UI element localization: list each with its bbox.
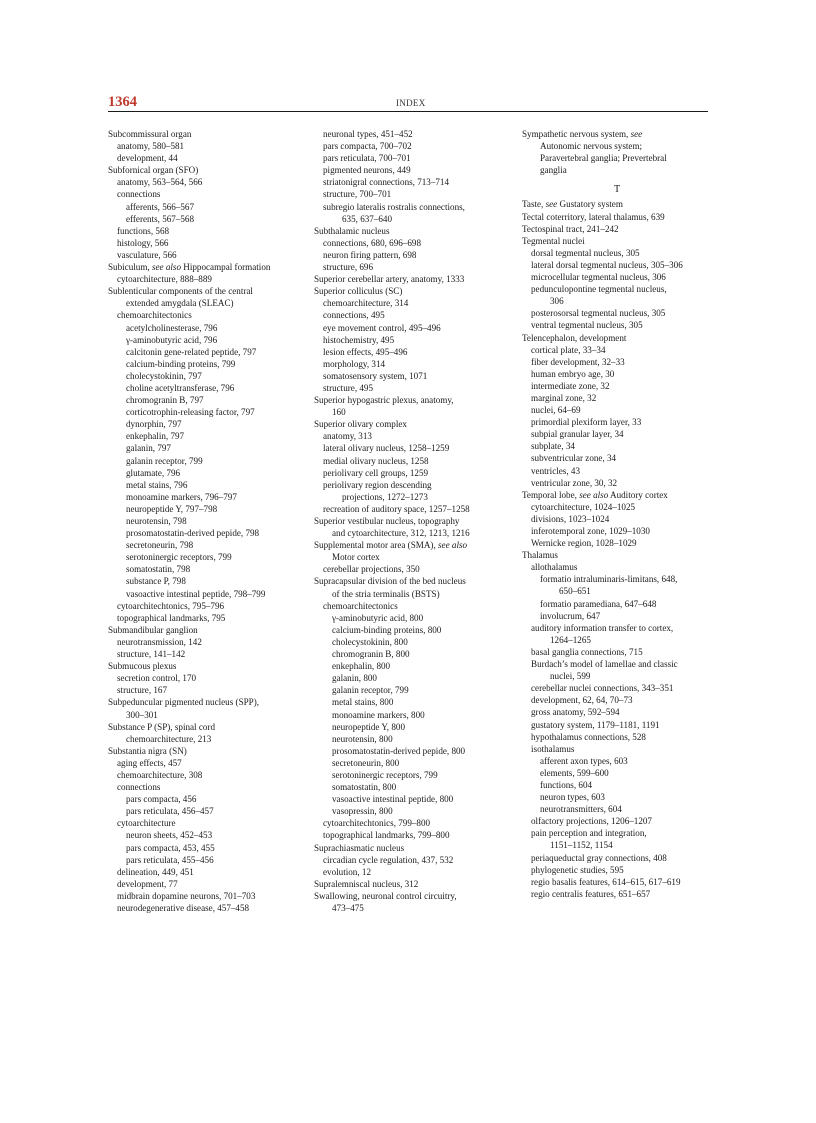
index-subentry: ventricular zone, 30, 32 xyxy=(531,477,618,488)
index-subentry: morphology, 314 xyxy=(323,358,386,369)
index-subentry: enkephalin, 800 xyxy=(332,661,391,672)
index-subentry: dynorphin, 797 xyxy=(126,419,182,430)
see-reference: see also xyxy=(438,540,468,551)
index-subentry: aging effects, 457 xyxy=(117,757,182,768)
index-subentry: calcitonin gene-related peptide, 797 xyxy=(126,346,257,357)
index-subentry: vasopressin, 800 xyxy=(332,806,393,817)
index-subentry: subpial granular layer, 34 xyxy=(531,429,624,440)
index-entry: Supracapsular division of the bed nucleus xyxy=(314,576,466,587)
index-entry: Substance P (SP), spinal cord xyxy=(108,721,216,732)
index-subentry: prosomatostatin-derived pepide, 800 xyxy=(332,745,466,756)
see-reference: see xyxy=(545,199,558,210)
index-entry-continuation: nuclei, 599 xyxy=(550,671,591,682)
index-subentry: vasoactive intestinal peptide, 800 xyxy=(332,794,454,805)
index-subentry: monoamine markers, 796–797 xyxy=(126,491,237,502)
index-subentry: chemoarchitectonics xyxy=(323,600,398,611)
index-subentry: structure, 696 xyxy=(323,262,374,273)
index-subentry: formatio paramediana, 647–648 xyxy=(540,598,657,609)
index-subentry: lateral olivary nucleus, 1258–1259 xyxy=(323,443,450,454)
index-subentry: anatomy, 580–581 xyxy=(117,141,185,152)
index-entry-continuation: of the stria terminalis (BSTS) xyxy=(332,588,440,599)
index-subentry: afferent axon types, 603 xyxy=(540,755,628,766)
index-entry-continuation: 1151–1152, 1154 xyxy=(550,840,613,851)
index-subentry: lateral dorsal tegmental nucleus, 305–306 xyxy=(531,259,683,270)
index-subentry: Wernicke region, 1028–1029 xyxy=(531,538,637,549)
index-subentry: cytoarchitecture xyxy=(117,818,176,829)
index-subentry: functions, 604 xyxy=(540,779,593,790)
index-entry-continuation: ganglia xyxy=(540,165,567,176)
index-entry: Superior vestibular nucleus, topography xyxy=(314,516,460,526)
index-subentry: auditory information transfer to cortex, xyxy=(531,622,674,633)
index-subentry: microcellular tegmental nucleus, 306 xyxy=(531,272,666,283)
index-subentry: recreation of auditory space, 1257–1258 xyxy=(323,503,470,514)
index-subentry: pars compacta, 453, 455 xyxy=(126,842,215,853)
index-subentry: histology, 566 xyxy=(117,237,169,248)
index-entry-continuation: and cytoarchitecture, 312, 1213, 1216 xyxy=(332,528,470,539)
index-subentry: afferents, 566–567 xyxy=(126,201,195,212)
index-subentry: histochemistry, 495 xyxy=(323,334,395,345)
index-subentry: formatio intraluminaris-limitans, 648, xyxy=(540,574,678,585)
index-subentry: cortical plate, 33–34 xyxy=(531,344,606,355)
index-subentry: glutamate, 796 xyxy=(126,467,181,478)
index-entry-continuation: 650–651 xyxy=(559,586,591,597)
index-subentry: pedunculopontine tegmental nucleus, xyxy=(531,284,667,295)
index-subentry: chemoarchitectonics xyxy=(117,310,192,321)
index-subentry: choline acetyltransferase, 796 xyxy=(126,382,235,393)
see-reference: see also xyxy=(151,262,182,273)
index-entry: Subthalamic nucleus xyxy=(314,225,390,236)
index-entry: Superior colliculus (SC) xyxy=(314,286,403,297)
index-subentry: ventricles, 43 xyxy=(531,465,580,476)
index-subentry: vasculature, 566 xyxy=(117,249,177,260)
index-subentry: metal stains, 796 xyxy=(126,479,188,490)
index-subentry: secretoneurin, 798 xyxy=(126,540,194,551)
index-subentry: somatostatin, 800 xyxy=(332,782,397,793)
index-entry: Submucous plexus xyxy=(108,661,177,672)
index-subentry: neuron firing pattern, 698 xyxy=(323,249,417,260)
index-subentry: serotoninergic receptors, 799 xyxy=(332,769,438,780)
index-entry-continuation: 306 xyxy=(550,296,564,307)
index-subentry: evolution, 12 xyxy=(323,866,371,877)
index-subentry: primordial plexiform layer, 33 xyxy=(531,417,642,428)
index-subentry: pars reticulata, 456–457 xyxy=(126,806,214,817)
index-subentry: pars compacta, 456 xyxy=(126,794,197,805)
index-subentry: periolivary cell groups, 1259 xyxy=(323,467,429,478)
index-entry: Superior cerebellar artery, anatomy, 1333 xyxy=(314,274,465,285)
index-subentry: acetylcholinesterase, 796 xyxy=(126,322,218,333)
index-subentry: enkephalin, 797 xyxy=(126,431,185,442)
index-subentry: neurotensin, 798 xyxy=(126,516,187,526)
index-subentry: cerebellar nuclei connections, 343–351 xyxy=(531,683,674,694)
index-subentry: γ-aminobutyric acid, 796 xyxy=(126,334,218,345)
index-subentry: phylogenetic studies, 595 xyxy=(531,864,624,875)
index-subentry: secretoneurin, 800 xyxy=(332,757,400,768)
page-number: 1364 xyxy=(108,94,137,110)
index-subentry: periolivary region descending xyxy=(323,479,432,490)
index-subentry: pigmented neurons, 449 xyxy=(323,165,411,176)
index-subentry: gross anatomy, 592–594 xyxy=(531,707,620,718)
index-subentry: basal ganglia connections, 715 xyxy=(531,646,643,657)
index-subentry: neuropeptide Y, 800 xyxy=(332,721,405,732)
index-subentry: posterosorsal tegmental nucleus, 305 xyxy=(531,308,666,319)
index-subentry: allothalamus xyxy=(531,562,578,573)
index-subentry: striatonigral connections, 713–714 xyxy=(323,177,450,188)
index-subentry: subregio lateralis rostralis connections, xyxy=(323,201,465,212)
index-subentry: connections xyxy=(117,782,161,793)
index-subentry: neurotensin, 800 xyxy=(332,733,393,744)
index-subentry: neuronal types, 451–452 xyxy=(323,129,413,139)
index-subentry: cytoarchitecture, 1024–1025 xyxy=(531,501,636,512)
index-subentry: development, 62, 64, 70–73 xyxy=(531,695,633,706)
index-subentry: isothalamus xyxy=(531,743,575,754)
index-subentry: metal stains, 800 xyxy=(332,697,394,708)
index-subentry: delineation, 449, 451 xyxy=(117,866,194,877)
index-column-2 xyxy=(314,128,512,914)
index-entry-continuation: chemoarchitecture, 213 xyxy=(126,733,212,744)
index-subentry: connections, 680, 696–698 xyxy=(323,237,421,248)
index-subentry: galanin receptor, 799 xyxy=(126,455,203,466)
section-letter: T xyxy=(613,184,621,196)
index-subentry: eye movement control, 495–496 xyxy=(323,322,441,333)
index-subentry: neurodegenerative disease, 457–458 xyxy=(117,903,250,913)
index-subentry: intermediate zone, 32 xyxy=(531,380,610,391)
index-subentry: medial olivary nucleus, 1258 xyxy=(323,455,429,466)
index-subentry: structure, 141–142 xyxy=(117,649,186,660)
index-entry: Sublenticular components of the central xyxy=(108,286,253,297)
index-subentry: Burdach’s model of lamellae and classic xyxy=(531,659,678,670)
index-entry-continuation: 473–475 xyxy=(332,903,364,913)
index-entry: Subpeduncular pigmented nucleus (SPP), xyxy=(108,697,260,708)
index-entry-continuation: 1264–1265 xyxy=(550,634,591,645)
index-subentry: fiber development, 32–33 xyxy=(531,356,625,367)
index-subentry: hypothalamus connections, 528 xyxy=(531,731,646,742)
index-subentry: neurotransmitters, 604 xyxy=(540,804,622,815)
index-subentry: serotoninergic receptors, 799 xyxy=(126,552,232,563)
index-subentry: calcium-binding proteins, 799 xyxy=(126,358,236,369)
index-subentry: cerebellar projections, 350 xyxy=(323,564,420,575)
index-subentry: galanin, 800 xyxy=(332,673,377,684)
index-entry: Temporal lobe, see also Auditory cortex xyxy=(522,489,668,500)
index-entry-continuation: Motor cortex xyxy=(332,552,380,563)
index-entry: Telencephalon, development xyxy=(522,332,627,343)
header-rule xyxy=(108,111,708,112)
index-entry: Sympathetic nervous system, see xyxy=(522,129,643,139)
index-subentry: cytoarchitechtonics, 799–800 xyxy=(323,818,431,829)
index-entry-continuation: 635, 637–640 xyxy=(342,213,393,224)
index-entry-continuation: extended amygdala (SLEAC) xyxy=(126,298,234,309)
index-entry: Substantia nigra (SN) xyxy=(108,745,187,756)
index-subentry: ventral tegmental nucleus, 305 xyxy=(531,320,643,331)
index-entry: Superior olivary complex xyxy=(314,419,407,430)
see-reference: see xyxy=(630,129,643,139)
index-subentry: chromogranin B, 797 xyxy=(126,395,204,406)
index-subentry: pars reticulata, 700–701 xyxy=(323,153,411,164)
index-entry: Swallowing, neuronal control circuitry, xyxy=(314,890,457,901)
index-subentry: inferotemporal zone, 1029–1030 xyxy=(531,526,650,536)
index-subentry: neuron sheets, 452–453 xyxy=(126,830,213,841)
index-subentry: pars reticulata, 455–456 xyxy=(126,854,214,865)
index-entry-continuation: projections, 1272–1273 xyxy=(342,491,428,502)
index-subentry: connections xyxy=(117,189,161,200)
index-subentry: olfactory projections, 1206–1207 xyxy=(531,816,652,827)
index-entry: Submandibular ganglion xyxy=(108,624,198,635)
index-subentry: chromogranin B, 800 xyxy=(332,649,410,660)
index-subentry: somatosensory system, 1071 xyxy=(323,370,428,381)
index-subentry: topographical landmarks, 795 xyxy=(117,612,226,623)
index-subentry: lesion effects, 495–496 xyxy=(323,346,408,357)
index-entry-continuation: 160 xyxy=(332,407,346,418)
index-subentry: cytoarchitecture, 888–889 xyxy=(117,274,212,285)
index-entry: Superior hypogastric plexus, anatomy, xyxy=(314,395,454,406)
index-subentry: galanin, 797 xyxy=(126,443,171,454)
index-subentry: somatostatin, 798 xyxy=(126,564,191,575)
index-subentry: functions, 568 xyxy=(117,225,170,236)
index-subentry: structure, 167 xyxy=(117,685,168,696)
index-subentry: γ-aminobutyric acid, 800 xyxy=(332,612,424,623)
index-subentry: neuron types, 603 xyxy=(540,792,605,803)
index-entry: Subcommissural organ xyxy=(108,129,192,139)
index-subentry: anatomy, 563–564, 566 xyxy=(117,177,203,188)
index-subentry: chemoarchitecture, 314 xyxy=(323,298,409,309)
index-subentry: secretion control, 170 xyxy=(117,673,197,684)
index-subentry: connections, 495 xyxy=(323,310,385,321)
index-subentry: regio centralis features, 651–657 xyxy=(531,888,651,899)
index-subentry: involucrum, 647 xyxy=(540,610,601,621)
running-head: INDEX xyxy=(396,98,426,108)
index-entry-continuation: 300–301 xyxy=(126,709,158,720)
index-subentry: monoamine markers, 800 xyxy=(332,709,425,720)
index-subentry: divisions, 1023–1024 xyxy=(531,513,610,524)
index-column-3 xyxy=(522,128,712,900)
index-subentry: regio basalis features, 614–615, 617–619 xyxy=(531,876,681,887)
index-subentry: pars compacta, 700–702 xyxy=(323,141,412,152)
index-subentry: prosomatostatin-derived pepide, 798 xyxy=(126,528,260,539)
index-subentry: subventricular zone, 34 xyxy=(531,453,617,464)
see-reference: see also xyxy=(579,489,609,500)
index-entry: Supplemental motor area (SMA), see also xyxy=(314,540,468,551)
index-entry: Taste, see Gustatory system xyxy=(522,199,623,210)
index-subentry: gustatory system, 1179–1181, 1191 xyxy=(531,719,660,730)
index-entry: Subfornical organ (SFO) xyxy=(108,165,199,176)
index-subentry: elements, 599–600 xyxy=(540,767,609,778)
index-subentry: efferents, 567–568 xyxy=(126,213,195,224)
index-entry: Tectal coterritory, lateral thalamus, 639 xyxy=(522,211,665,222)
index-subentry: galanin receptor, 799 xyxy=(332,685,409,696)
index-subentry: neurotransmission, 142 xyxy=(117,636,202,647)
index-subentry: cholecystokinin, 800 xyxy=(332,636,408,647)
index-entry-continuation: Paravertebral ganglia; Prevertebral xyxy=(540,153,667,164)
index-subentry: nuclei, 64–69 xyxy=(531,405,581,416)
index-subentry: pain perception and integration, xyxy=(531,828,647,839)
index-subentry: corticotrophin-releasing factor, 797 xyxy=(126,407,255,418)
index-subentry: chemoarchitecture, 308 xyxy=(117,769,203,780)
index-entry: Subiculum, see also Hippocampal formation xyxy=(108,262,271,273)
index-entry: Tegmental nuclei xyxy=(522,235,585,246)
index-subentry: calcium-binding proteins, 800 xyxy=(332,624,442,635)
index-subentry: structure, 495 xyxy=(323,382,374,393)
index-entry-continuation: Autonomic nervous system; xyxy=(540,141,643,152)
index-subentry: development, 77 xyxy=(117,878,178,889)
index-subentry: dorsal tegmental nucleus, 305 xyxy=(531,247,640,258)
index-subentry: neuropeptide Y, 797–798 xyxy=(126,503,218,514)
index-entry: Tectospinal tract, 241–242 xyxy=(522,223,619,234)
index-subentry: structure, 700–701 xyxy=(323,189,392,200)
index-column-1 xyxy=(108,128,303,914)
index-subentry: midbrain dopamine neurons, 701–703 xyxy=(117,890,256,901)
index-subentry: circadian cycle regulation, 437, 532 xyxy=(323,854,454,865)
index-subentry: subplate, 34 xyxy=(531,441,575,452)
index-subentry: topographical landmarks, 799–800 xyxy=(323,830,450,841)
index-subentry: vasoactive intestinal peptide, 798–799 xyxy=(126,588,266,599)
index-subentry: anatomy, 313 xyxy=(323,431,372,442)
index-entry: Suprachiasmatic nucleus xyxy=(314,842,405,853)
index-subentry: development, 44 xyxy=(117,153,178,164)
index-subentry: cholecystokinin, 797 xyxy=(126,370,202,381)
index-subentry: cytoarchitechtonics, 795–796 xyxy=(117,600,225,611)
index-subentry: marginal zone, 32 xyxy=(531,392,597,403)
index-entry: Supralemniscal nucleus, 312 xyxy=(314,878,419,889)
index-subentry: substance P, 798 xyxy=(126,576,186,587)
index-subentry: human embryo age, 30 xyxy=(531,368,615,379)
index-subentry: periaqueductal gray connections, 408 xyxy=(531,852,667,863)
index-entry: Thalamus xyxy=(522,550,558,561)
